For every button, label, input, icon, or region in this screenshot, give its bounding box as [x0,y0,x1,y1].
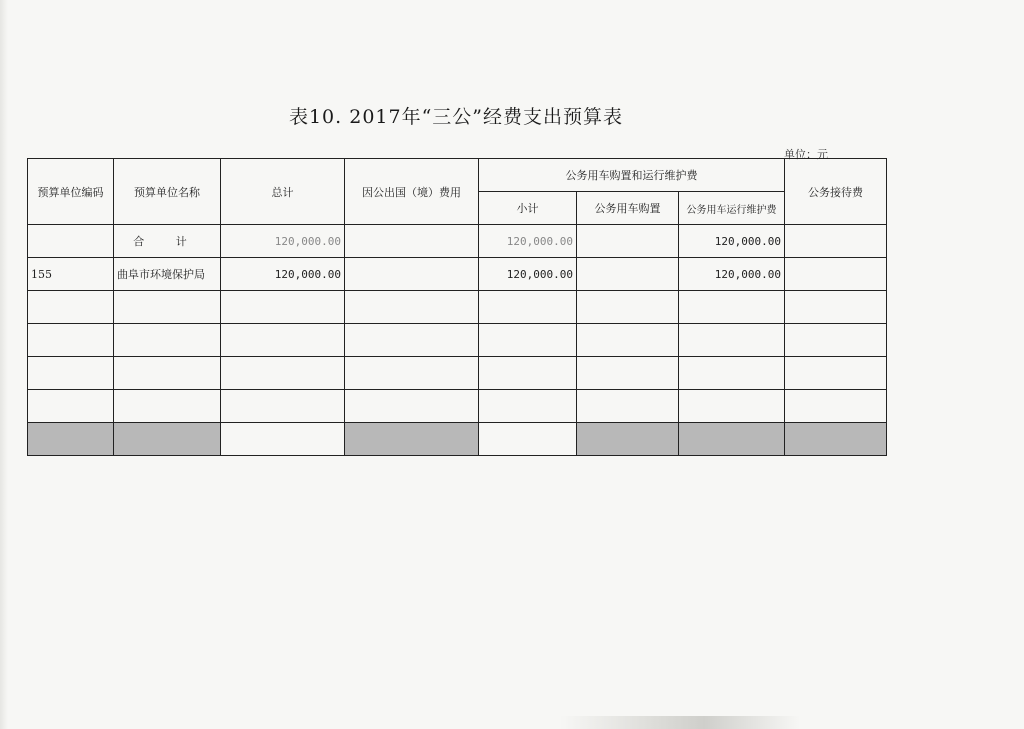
shaded-cell [28,423,114,456]
shaded-cell [345,423,479,456]
total-code-cell [28,225,114,258]
total-vehicle-operation: 120,000.00 [679,225,785,258]
header-total: 总计 [221,159,345,225]
total-total: 120,000.00 [221,225,345,258]
header-name: 预算单位名称 [114,159,221,225]
budget-table [27,158,887,456]
empty-row [28,291,887,324]
shaded-cell [577,423,679,456]
scan-artifact [560,716,800,729]
header-vehicle-group: 公务用车购置和运行维护费 [479,159,785,192]
header-reception: 公务接待费 [785,159,887,225]
blank-cell [221,423,345,456]
total-row [28,225,887,258]
total-subtotal: 120,000.00 [479,225,577,258]
header-subtotal: 小计 [479,192,577,225]
row-name: 曲阜市环境保护局 [114,258,221,291]
row-code: 155 [28,258,114,291]
total-reception [785,225,887,258]
row-abroad [345,258,479,291]
total-label: 合 计 [114,225,221,258]
header-code: 预算单位编码 [28,159,114,225]
shaded-cell [114,423,221,456]
header-row-1 [28,159,887,192]
empty-row [28,324,887,357]
table-row [28,258,887,291]
unit-label: 单位：元 [784,148,828,161]
row-subtotal: 120,000.00 [479,258,577,291]
row-total: 120,000.00 [221,258,345,291]
row-vehicle-purchase [577,258,679,291]
row-vehicle-operation: 120,000.00 [679,258,785,291]
shaded-footer-row [28,423,887,456]
shaded-cell [679,423,785,456]
header-abroad: 因公出国（境）费用 [345,159,479,225]
page-title: 表10. 2017年“三公”经费支出预算表 [288,106,624,128]
empty-row [28,357,887,390]
total-abroad [345,225,479,258]
blank-cell [479,423,577,456]
empty-row [28,390,887,423]
shaded-cell [785,423,887,456]
row-reception [785,258,887,291]
header-vehicle-operation: 公务用车运行维护费 [679,192,785,225]
header-vehicle-purchase: 公务用车购置 [577,192,679,225]
total-vehicle-purchase [577,225,679,258]
